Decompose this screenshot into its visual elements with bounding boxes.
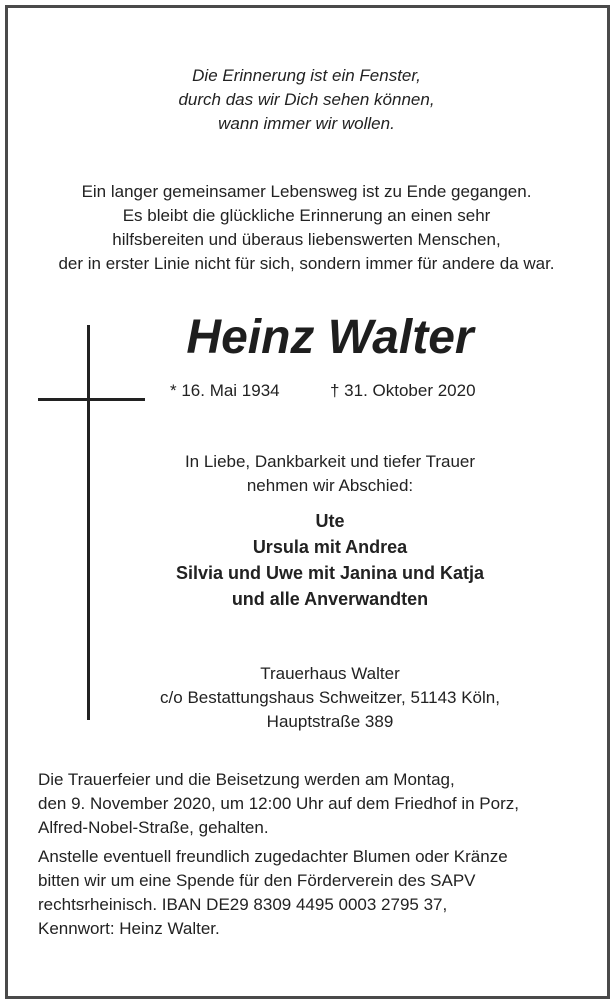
ceremony-line: Alfred-Nobel-Straße, gehalten. — [38, 818, 269, 837]
poem-line: wann immer wir wollen. — [218, 114, 395, 133]
farewell-line: nehmen wir Abschied: — [246, 476, 414, 495]
intro-text — [0, 180, 613, 276]
mourner-name: und alle Anverwandten — [231, 589, 429, 609]
intro-line: Es bleibt die glückliche Erinnerung an einen sehr — [122, 206, 491, 225]
mourner-name: Ursula mit Andrea — [252, 537, 408, 557]
farewell-text — [115, 450, 545, 498]
mourning-address — [115, 662, 545, 734]
donation-line: Kennwort: Heinz Walter. — [38, 919, 220, 938]
intro-line: Ein langer gemeinsamer Lebensweg ist zu Ende gegangen. — [81, 182, 532, 201]
death-date: † 31. Oktober 2020 — [330, 381, 476, 400]
donation-line: Anstelle eventuell freundlich zugedachter Blumen oder Kränze — [38, 847, 508, 866]
cross-icon-vertical — [87, 325, 90, 720]
ceremony-line: Die Trauerfeier und die Beisetzung werden am Montag, — [38, 770, 455, 789]
ceremony-line: den 9. November 2020, um 12:00 Uhr auf dem Friedhof in Porz, — [38, 794, 519, 813]
mourner-name: Ute — [315, 511, 345, 531]
mourner-name: Silvia und Uwe mit Janina und Katja — [175, 563, 485, 583]
donation-info — [38, 845, 578, 941]
mourners-list — [115, 508, 545, 612]
poem-line: durch das wir Dich sehen können, — [178, 90, 435, 109]
farewell-line: In Liebe, Dankbarkeit und tiefer Trauer — [184, 452, 476, 471]
donation-line: rechtsrheinisch. IBAN DE29 8309 4495 0003 2795 37, — [38, 895, 448, 914]
deceased-name: Heinz Walter — [186, 311, 474, 364]
intro-line: der in erster Linie nicht für sich, sondern immer für andere da war. — [58, 254, 555, 273]
donation-line: bitten wir um eine Spende für den Förderverein des SAPV — [38, 871, 476, 890]
birth-date: * 16. Mai 1934 — [170, 381, 280, 400]
ceremony-info — [38, 768, 578, 840]
intro-line: hilfsbereiten und überaus liebenswerten Menschen, — [112, 230, 501, 249]
address-line: Trauerhaus Walter — [260, 664, 400, 683]
poem-line: Die Erinnerung ist ein Fenster, — [192, 66, 421, 85]
memorial-poem — [0, 64, 613, 136]
cross-icon-horizontal — [38, 398, 145, 401]
address-line: c/o Bestattungshaus Schweitzer, 51143 Köln, — [160, 688, 500, 707]
address-line: Hauptstraße 389 — [266, 712, 394, 731]
